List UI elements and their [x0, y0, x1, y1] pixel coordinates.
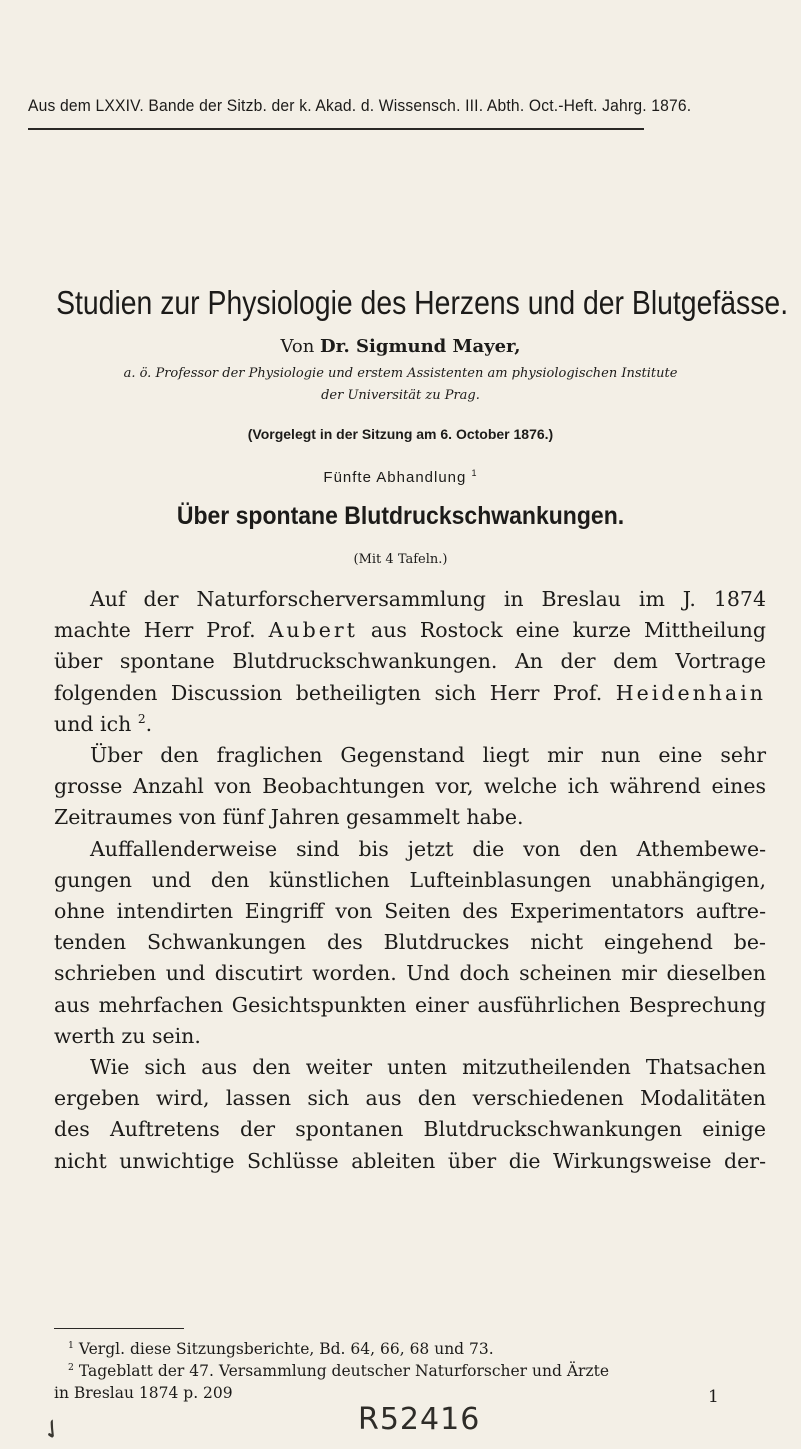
presentation-note: (Vorgelegt in der Sitzung am 6. October 1876.)	[247, 426, 554, 442]
author-line	[0, 336, 801, 357]
text-fragment: und ich	[54, 711, 132, 736]
text-line: grosse Anzahl von Beobachtungen vor, welche ich während eines	[54, 774, 766, 799]
text-line	[54, 709, 766, 740]
footnote-1	[54, 1338, 766, 1360]
footnote-line	[54, 1338, 766, 1360]
paragraph-4	[54, 1052, 766, 1177]
page-number: 1	[708, 1387, 719, 1407]
header-rule	[28, 128, 644, 130]
text-line: Über den fraglichen Gegenstand liegt mir nun eine sehr	[90, 743, 766, 768]
footnote-2	[54, 1360, 766, 1404]
article-title: Studien zur Physiologie des Herzens und der Blutgefässe.	[56, 284, 789, 321]
text-line: Auffallenderweise sind bis jetzt die von den Athembewe-	[90, 836, 766, 861]
person-name-heidenhain: Heidenhain	[615, 680, 766, 705]
body-text	[54, 584, 766, 1177]
author-prefix: Von	[280, 336, 315, 357]
person-name-aubert: Aubert	[268, 618, 358, 643]
footnote-2-marker: 2	[68, 1361, 74, 1373]
text-line: Auf der Naturforscherversammlung in Breslau im J. 1874	[90, 587, 766, 611]
text-line: werth zu sein.	[54, 1023, 201, 1048]
text-line: schrieben und discutirt worden. Und doch scheinen mir dieselben	[54, 961, 766, 986]
footnote-marker-2: 2	[137, 711, 146, 726]
paragraph-1	[54, 584, 766, 740]
affiliation-line-2: der Universität zu Prag.	[321, 388, 480, 403]
text-line	[54, 615, 766, 646]
text-line	[54, 678, 766, 709]
text-fragment: machte Herr Prof.	[54, 618, 256, 643]
footnote-marker-1: 1	[471, 468, 478, 478]
footnote-line	[54, 1360, 766, 1382]
running-head: Aus dem LXXIV. Bande der Sitzb. der k. Akad. d. Wissensch. III. Abth. Oct.-Heft. Jahrg. 1876.	[28, 96, 692, 115]
footnote-text: Tageblatt der 47. Versammlung deutscher Naturforscher und Ärzte	[78, 1362, 610, 1380]
text-line: nicht unwichtige Schlüsse ableiten über die Wirkungsweise der-	[54, 1148, 766, 1173]
author-name: Dr. Sigmund Mayer,	[320, 336, 521, 357]
footnote-rule	[54, 1328, 184, 1329]
text-line: aus mehrfachen Gesichtspunkten einer ausführlichen Besprechung	[54, 992, 766, 1017]
text-line: ergeben wird, lassen sich aus den verschiedenen Modalitäten	[54, 1086, 766, 1111]
text-line: ohne intendirten Eingriff von Seiten des Experimentators auftre-	[54, 899, 766, 924]
text-line: über spontane Blutdruckschwankungen. An der dem Vortrage	[54, 649, 766, 674]
text-line: gungen und den künstlichen Lufteinblasungen unabhängigen,	[54, 867, 766, 892]
text-line: des Auftretens der spontanen Blutdruckschwankungen einige	[54, 1117, 766, 1142]
treatise-label	[0, 469, 801, 486]
text-line: Wie sich aus den weiter unten mitzutheilenden Thatsachen	[90, 1055, 766, 1080]
footnote-1-marker: 1	[68, 1339, 74, 1351]
text-line: tenden Schwankungen des Blutdruckes nicht eingehend be-	[54, 930, 766, 955]
paragraph-2	[54, 740, 766, 834]
text-fragment: .	[145, 711, 153, 736]
footnote-line: in Breslau 1874 p. 209	[54, 1384, 233, 1402]
library-stamp-mark: ✓	[34, 1411, 71, 1449]
footnotes	[54, 1338, 766, 1404]
footnote-text: Vergl. diese Sitzungsberichte, Bd. 64, 66, 68 und 73.	[78, 1340, 494, 1358]
affiliation-line-1: a. ö. Professor der Physiologie und erstem Assistenten am physiologischen Institute	[123, 366, 678, 381]
handwritten-shelfmark: R52416	[358, 1402, 481, 1437]
text-line: Zeitraumes von fünf Jahren gesammelt habe.	[54, 805, 524, 830]
treatise-label-text: Fünfte Abhandlung	[323, 469, 467, 486]
plates-note: (Mit 4 Tafeln.)	[353, 552, 448, 567]
article-subtitle: Über spontane Blutdruckschwankungen.	[176, 502, 625, 530]
text-fragment: folgenden Discussion betheiligten sich Herr Prof.	[54, 680, 603, 705]
text-fragment: aus Rostock eine kurze Mittheilung	[370, 618, 766, 643]
paragraph-3	[54, 834, 766, 1052]
